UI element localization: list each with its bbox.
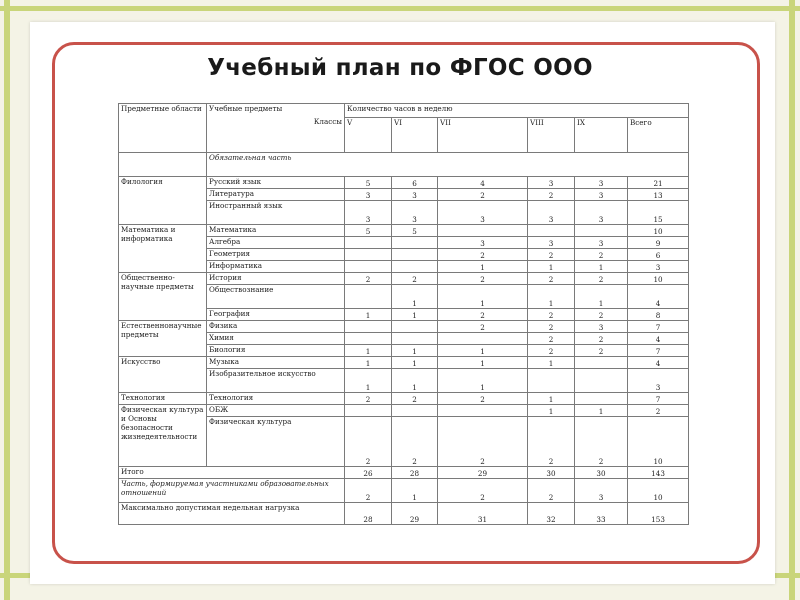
hours-cell: 2 (575, 417, 628, 467)
subject-name: Физическая культура (207, 417, 345, 467)
mandatory-part-row (119, 153, 689, 177)
hours-cell: 1 (575, 261, 628, 273)
subject-name: Информатика (207, 261, 345, 273)
hours-cell: 21 (628, 177, 689, 189)
subject-name: Физика (207, 321, 345, 333)
header-hours: Количество часов в неделю (345, 104, 689, 118)
hours-cell: 7 (628, 393, 689, 405)
hours-cell: 2 (575, 333, 628, 345)
hours-cell: 7 (628, 321, 689, 333)
hours-cell: 4 (628, 285, 689, 309)
hours-cell: 1 (392, 357, 438, 369)
hours-cell: 28 (345, 503, 392, 525)
hours-cell (575, 393, 628, 405)
hours-cell: 4 (438, 177, 528, 189)
decor-stripe-left (4, 0, 10, 600)
hours-cell: 3 (438, 237, 528, 249)
subject-name: Геометрия (207, 249, 345, 261)
hours-cell: 1 (528, 285, 575, 309)
hours-cell: 1 (438, 357, 528, 369)
hours-cell: 8 (628, 309, 689, 321)
hours-cell (528, 369, 575, 393)
hours-cell (392, 405, 438, 417)
hours-cell: 10 (628, 479, 689, 503)
subject-name: География (207, 309, 345, 321)
hours-cell: 2 (575, 273, 628, 285)
hours-cell: 2 (392, 393, 438, 405)
hours-cell: 2 (575, 249, 628, 261)
subject-name: Изобразительное искусство (207, 369, 345, 393)
subject-row (119, 405, 689, 417)
hours-cell: 2 (438, 249, 528, 261)
subject-row (119, 393, 689, 405)
hours-cell: 3 (528, 177, 575, 189)
header-grade: VI (392, 118, 438, 153)
header-classes-label: Классы (313, 117, 342, 126)
hours-cell: 1 (575, 285, 628, 309)
subject-name: Биология (207, 345, 345, 357)
subject-name: Музыка (207, 357, 345, 369)
hours-cell: 1 (392, 369, 438, 393)
header-subjects: Учебные предметы Классы (207, 104, 345, 153)
hours-cell: 1 (345, 345, 392, 357)
hours-cell: 1 (438, 369, 528, 393)
part-formed-row-label: Часть, формируемая участниками образовательных отношений (119, 479, 345, 503)
hours-cell (438, 333, 528, 345)
hours-cell (575, 369, 628, 393)
subject-row (119, 225, 689, 237)
hours-cell: 29 (392, 503, 438, 525)
hours-cell (345, 333, 392, 345)
hours-cell: 2 (438, 273, 528, 285)
part-formed-row (119, 479, 689, 503)
hours-cell: 2 (628, 405, 689, 417)
hours-cell: 2 (528, 345, 575, 357)
hours-cell: 2 (528, 309, 575, 321)
curriculum-table (118, 103, 689, 525)
hours-cell: 3 (575, 237, 628, 249)
hours-cell: 1 (438, 285, 528, 309)
hours-cell: 2 (528, 189, 575, 201)
hours-cell (575, 357, 628, 369)
total-row-label: Итого (119, 467, 345, 479)
hours-cell: 6 (392, 177, 438, 189)
hours-cell: 1 (345, 369, 392, 393)
hours-cell: 3 (345, 189, 392, 201)
hours-cell: 2 (438, 417, 528, 467)
hours-cell (392, 333, 438, 345)
max-load-row (119, 503, 689, 525)
hours-cell (345, 285, 392, 309)
hours-cell: 2 (438, 479, 528, 503)
area-name: Математика и информатика (119, 225, 207, 273)
hours-cell: 10 (628, 417, 689, 467)
hours-cell: 3 (528, 201, 575, 225)
empty-cell (119, 153, 207, 177)
hours-cell: 29 (438, 467, 528, 479)
total-row (119, 467, 689, 479)
hours-cell: 3 (528, 237, 575, 249)
hours-cell: 3 (575, 479, 628, 503)
header-grade: IX (575, 118, 628, 153)
hours-cell: 2 (345, 273, 392, 285)
hours-cell: 5 (392, 225, 438, 237)
hours-cell: 2 (575, 345, 628, 357)
header-grade: VIII (528, 118, 575, 153)
hours-cell: 1 (392, 285, 438, 309)
hours-cell: 3 (392, 189, 438, 201)
hours-cell: 30 (528, 467, 575, 479)
decor-stripe-right (789, 0, 795, 600)
hours-cell: 31 (438, 503, 528, 525)
hours-cell: 2 (345, 417, 392, 467)
hours-cell: 2 (528, 249, 575, 261)
hours-cell: 2 (345, 393, 392, 405)
hours-cell: 4 (628, 333, 689, 345)
hours-cell: 33 (575, 503, 628, 525)
hours-cell: 2 (392, 417, 438, 467)
hours-cell (345, 249, 392, 261)
hours-cell (345, 405, 392, 417)
subject-name: Химия (207, 333, 345, 345)
header-grade: Всего (628, 118, 689, 153)
hours-cell: 13 (628, 189, 689, 201)
hours-cell: 30 (575, 467, 628, 479)
area-name: Искусство (119, 357, 207, 393)
area-name: Технология (119, 393, 207, 405)
area-name: Общественно-научные предметы (119, 273, 207, 321)
hours-cell (438, 405, 528, 417)
hours-cell: 2 (438, 189, 528, 201)
hours-cell: 1 (392, 479, 438, 503)
hours-cell: 5 (345, 225, 392, 237)
hours-cell: 1 (528, 357, 575, 369)
hours-cell: 6 (628, 249, 689, 261)
subject-name: Технология (207, 393, 345, 405)
hours-cell: 3 (392, 201, 438, 225)
header-row (119, 104, 689, 118)
hours-cell: 3 (575, 321, 628, 333)
subject-name: ОБЖ (207, 405, 345, 417)
hours-cell: 2 (438, 309, 528, 321)
hours-cell: 1 (528, 405, 575, 417)
hours-cell (392, 249, 438, 261)
hours-cell: 4 (628, 357, 689, 369)
subject-row (119, 273, 689, 285)
hours-cell: 2 (528, 273, 575, 285)
hours-cell: 1 (345, 357, 392, 369)
subject-name: Алгебра (207, 237, 345, 249)
header-grade: VII (438, 118, 528, 153)
hours-cell: 10 (628, 273, 689, 285)
slide-title: Учебный план по ФГОС ООО (207, 55, 593, 81)
hours-cell: 153 (628, 503, 689, 525)
hours-cell: 1 (392, 345, 438, 357)
hours-cell: 15 (628, 201, 689, 225)
hours-cell: 1 (438, 345, 528, 357)
hours-cell (392, 237, 438, 249)
hours-cell (345, 321, 392, 333)
hours-cell: 7 (628, 345, 689, 357)
max-load-row-label: Максимально допустимая недельная нагрузка (119, 503, 345, 525)
area-name: Филология (119, 177, 207, 225)
hours-cell (392, 261, 438, 273)
subject-row (119, 321, 689, 333)
hours-cell: 2 (392, 273, 438, 285)
subject-row (119, 177, 689, 189)
subject-name: Литература (207, 189, 345, 201)
header-areas: Предметные области (119, 104, 207, 153)
hours-cell: 3 (575, 189, 628, 201)
hours-cell: 1 (575, 405, 628, 417)
hours-cell: 2 (438, 321, 528, 333)
subject-name: Русский язык (207, 177, 345, 189)
hours-cell: 10 (628, 225, 689, 237)
hours-cell: 2 (528, 417, 575, 467)
hours-cell: 3 (575, 201, 628, 225)
hours-cell (438, 225, 528, 237)
area-name: Естественнонаучные предметы (119, 321, 207, 357)
hours-cell (345, 261, 392, 273)
mandatory-part-label: Обязательная часть (207, 153, 689, 177)
hours-cell: 2 (528, 479, 575, 503)
hours-cell (392, 321, 438, 333)
hours-cell: 2 (345, 479, 392, 503)
hours-cell: 26 (345, 467, 392, 479)
hours-cell: 3 (438, 201, 528, 225)
hours-cell: 1 (438, 261, 528, 273)
hours-cell: 2 (438, 393, 528, 405)
subject-name: Математика (207, 225, 345, 237)
hours-cell: 3 (628, 261, 689, 273)
subject-name: Обществознание (207, 285, 345, 309)
hours-cell: 3 (345, 201, 392, 225)
hours-cell: 2 (528, 333, 575, 345)
hours-cell: 2 (575, 309, 628, 321)
hours-cell: 28 (392, 467, 438, 479)
subject-row (119, 357, 689, 369)
hours-cell: 143 (628, 467, 689, 479)
hours-cell: 32 (528, 503, 575, 525)
hours-cell: 3 (628, 369, 689, 393)
hours-cell (345, 237, 392, 249)
hours-cell: 1 (528, 261, 575, 273)
hours-cell: 2 (528, 321, 575, 333)
subject-name: Иностранный язык (207, 201, 345, 225)
decor-stripe-top (0, 6, 800, 11)
hours-cell (575, 225, 628, 237)
subject-name: История (207, 273, 345, 285)
hours-cell: 9 (628, 237, 689, 249)
hours-cell: 1 (528, 393, 575, 405)
hours-cell: 1 (345, 309, 392, 321)
area-name: Физическая культура и Основы безопасности жизнедеятельности (119, 405, 207, 467)
hours-cell (528, 225, 575, 237)
hours-cell: 5 (345, 177, 392, 189)
header-grade: V (345, 118, 392, 153)
hours-cell: 1 (392, 309, 438, 321)
hours-cell: 3 (575, 177, 628, 189)
